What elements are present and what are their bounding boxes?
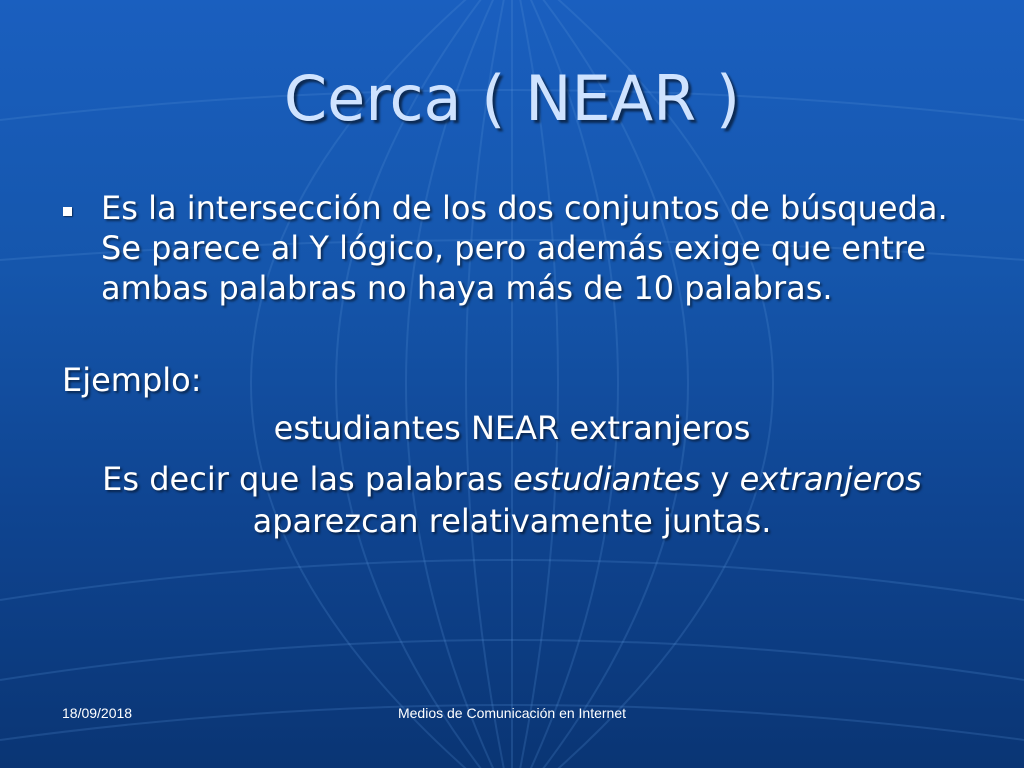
explanation-line-2: aparezcan relativamente juntas. [252, 502, 772, 540]
explanation-line-1 [0, 458, 1024, 500]
explanation-part-2: y [700, 460, 740, 498]
bullet-square-icon [63, 207, 72, 216]
example-label: Ejemplo: [62, 361, 202, 399]
bullet-text: Es la intersección de los dos conjuntos de búsqueda. Se parece al Y lógico, pero además exige que entre ambas palabras no haya más de 10 palabras. [101, 189, 948, 307]
explanation-term-2: extranjeros [739, 460, 922, 498]
footer-date: 18/09/2018 [62, 705, 133, 721]
slide-title: Cerca ( NEAR ) [283, 62, 741, 135]
footer-title: Medios de Comunicación en Internet [397, 705, 627, 721]
explanation-term-1: estudiantes [513, 460, 701, 498]
explanation [0, 458, 1024, 542]
example-query: estudiantes NEAR extranjeros [273, 409, 751, 447]
explanation-part-1: Es decir que las palabras [102, 460, 514, 498]
